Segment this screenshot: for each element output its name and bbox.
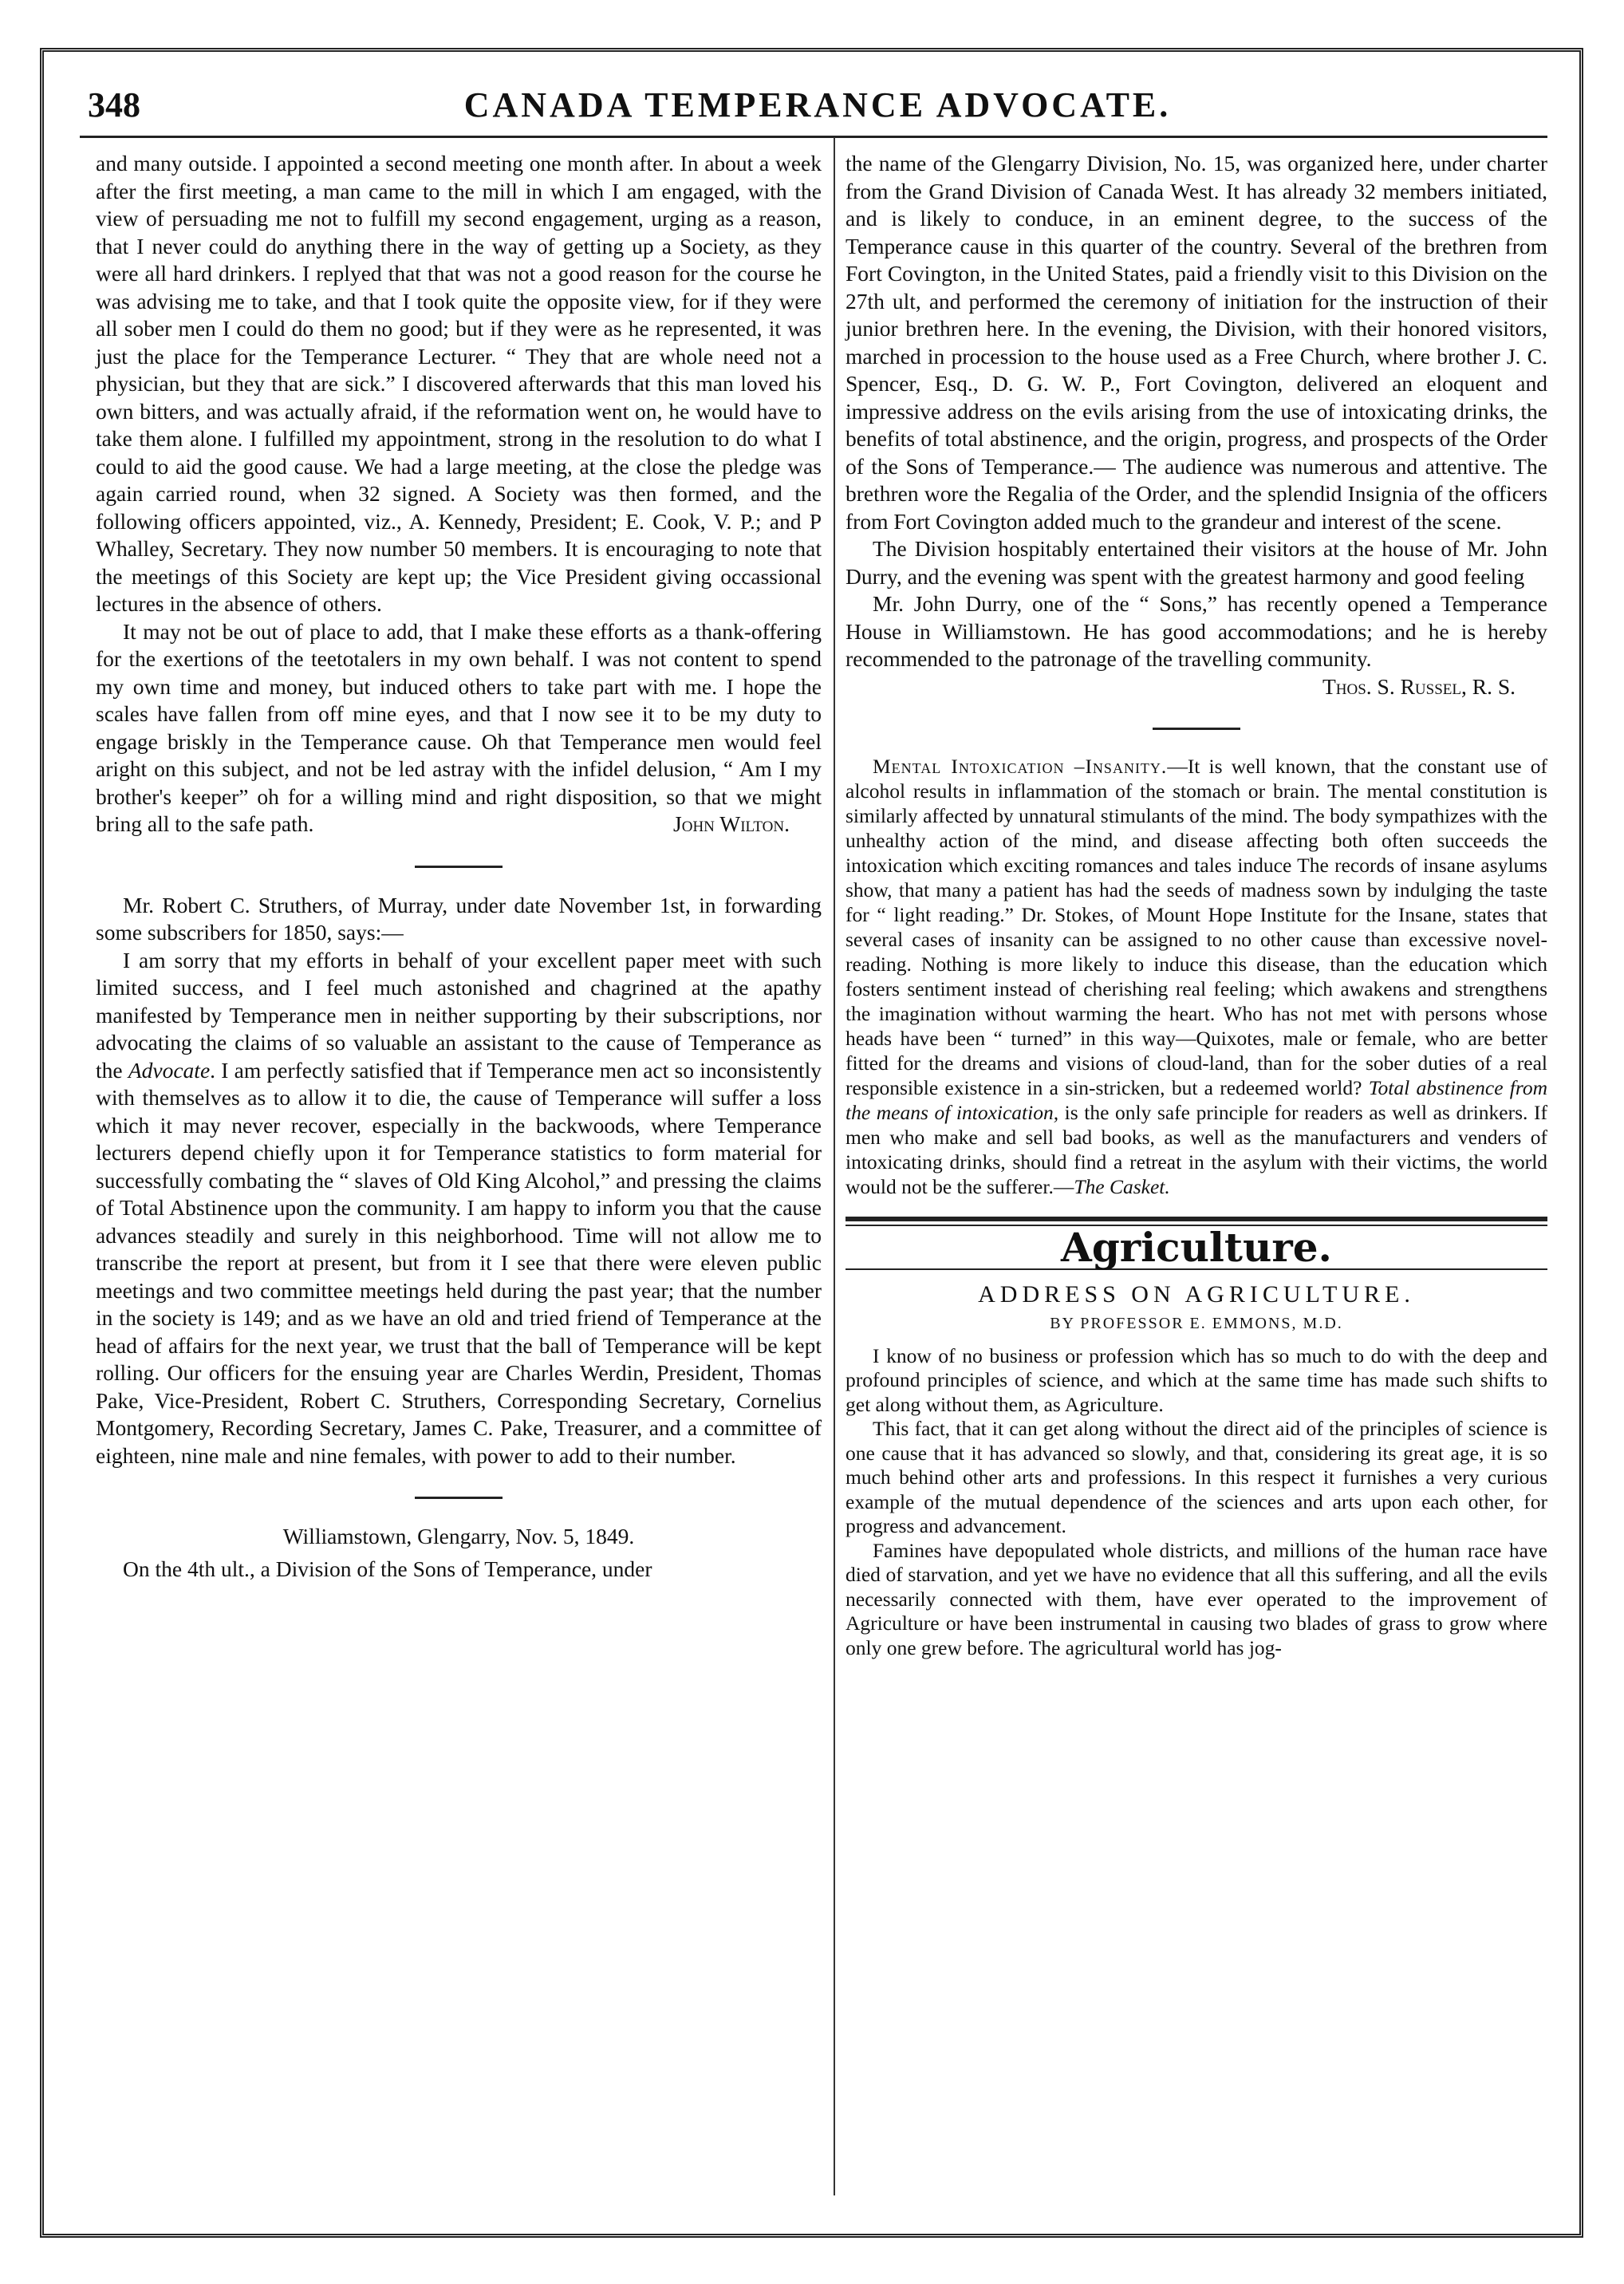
byline: BY PROFESSOR E. EMMONS, M.D. [1050,1315,1343,1332]
section-heading-agriculture: Agriculture. [1061,1224,1332,1271]
mental-text-a: —It is well known, that the constant use of alcohol results in inflammation of the stomach or brain. The mental constitution is similarly affected by unnatural stimulants of the mind. The body sympathizes with the unhealthy action of the mind, and disease affecting both often succeeds the intoxication which exciting romances and tales induce The records of insane asylums show, that many a patient has had the seeds of madness sown by indulging the taste for “ light reading.” Dr. Stokes, of Mount Hope Institute for the Insane, states that several cases of insanity can be assigned to no other cause than excessive novel-reading. Nothing is more likely to induce this disease, than the education which fosters sentiment instead of cherishing real feeling; which awakens and strengthens the imagination without warming the heart. Who has not met with persons whose heads have been “ turned” in this way—Quixotes, male or female, who are better fitted for the dreams and visions of cloud-land, than for the sober duties of a real responsible existence in a sin-stricken, but a redeemed world? [846,755,1547,1099]
article-divider [415,1497,503,1499]
agriculture-paragraph-1: I know of no business or profession which has so much to do with the deep and profound principles of science, and which at the same time has made such shifts to get along without them, as Agriculture. [846,1343,1547,1416]
wilton-letter-closing [96,618,822,838]
dateline: Williamstown, Glengarry, Nov. 5, 1849. [282,1524,635,1548]
address-title: ADDRESS ON AGRICULTURE. [978,1280,1415,1308]
durry-notice: Mr. John Durry, one of the “ Sons,” has recently opened a Temperance House in Williamstown. He has good accommodations; and he is hereby recommended to the patronage of the travelling community. [846,591,1547,671]
running-title: CANADA TEMPERANCE ADVOCATE. [463,85,1172,124]
struthers-letter-text-b: . I am perfectly satisfied that if Temperance men act so inconsistently with themselves as to allow it to die, the cause of Temperance will suffer a loss which it may never recover, especially in the backwoods, where Temperance lecturers depend chiefly upon it for Temperance statistics to form material for successfully combating the “ slaves of Old King Alcohol,” and pressing the claims of Total Abstinence upon the community. I am happy to inform you that the cause advances steadily and surely in this neighborhood. Time will not allow me to transcribe the report at present, but from it I see that there were eleven public meetings and two committee meetings held during the past year; that the number in the society is 149; and as we have an old and tried friend of Temperance at the head of affairs for the next year, we trust that the ball of Temperance will be kept rolling. Our officers for the ensuing year are Charles Werdin, President, Thomas Pake, Vice-President, Robert C. Struthers, Corresponding Secretary, Cornelius Montgomery, Recording Secretary, James C. Pake, Treasurer, and a committee of eighteen, nine male and nine females, with power to add to their number. [96,1057,822,1468]
column-divider [834,137,835,2195]
header-rule [80,136,1547,138]
struthers-letter-text-a: I am sorry that my efforts in behalf of your excellent paper meet with such limited success, and I feel much astonished and chagrined at the apathy manifested by Temperance men in neither supporting by their subscriptions, nor advocating the claims of so valuable an assistant to the cause of Temperance as the [96,947,822,1083]
mental-text-b: is the only safe principle for readers as well as drinkers. If men who make and sell bad books, as well as the manufacturers and venders of intoxicating drinks, should find a retreat in the asylum with their victims, the world would not be the sufferer.— [846,1101,1547,1198]
mental-intoxication-heading: Mental Intoxication –Insanity. [873,755,1168,778]
article-divider [415,866,503,868]
struthers-intro: Mr. Robert C. Struthers, of Murray, under date November 1st, in forwarding some subscribers for 1850, says:— [96,892,822,945]
agriculture-paragraph-3: Famines have depopulated whole districts, and millions of the human race have died of starvation, and yet we have no evidence that all this suffering, and all the evils necessarily connected with them, have ever operated to the improvement of Agriculture or have been instrumental in causing two blades of grass to grow where only one grew before. The agricultural world has jog- [846,1538,1547,1659]
mental-intoxication-article [846,754,1547,1199]
division-report-continued: the name of the Glengarry Division, No. 15, was organized here, under charter from the Grand Division of Canada West. It has already 32 members initiated, and is likely to conduce, in an eminent degree, to the success of the Temperance cause in this quarter of the country. Several of the brethren from Fort Covington, in the United States, paid a friendly visit to this Division on the 27th ult, and performed the ceremony of initiation for the instruction of their junior brethren here. In the evening, the Division, with their honored visitors, marched in procession to the house used as a Free Church, where brother J. C. Spencer, Esq., D. G. W. P., Fort Covington, delivered an eloquent and impressive address on the evils arising from the use of intoxicating drinks, the benefits of total abstinence, and the origin, progress, and prospects of the Order of the Sons of Temperance.— The audience was numerous and attentive. The brethren wore the Regalia of the Order, and the splendid Insignia of the officers from Fort Covington added much to the grandeur and interest of the scene. [846,151,1547,534]
division-report-start: On the 4th ult., a Division of the Sons of Temperance, under [123,1556,652,1581]
mental-source: The Casket. [1074,1175,1170,1198]
wilton-signature: John Wilton. [673,811,790,836]
page-header [88,80,1547,136]
advocate-italic: Advocate [128,1057,211,1083]
russel-signature: Thos. S. Russel, R. S. [1322,673,1516,699]
left-column [96,150,822,1583]
page-number: 348 [88,85,140,124]
wilton-closing-text: It may not be out of place to add, that I make these efforts as a thank-offering for the exertions of the teetotalers in my own behalf. I was not content to spend my own time and money, but induced others to take part with me. I hope the scales have fallen from off mine eyes, and that I now see it to be my duty to engage briskly in the Temperance cause. Oh that Temperance men would feel aright on this subject, and not be led astray with the infidel delusion, “ Am I my brother's keeper” oh for a willing mind and right disposition, so that we might bring all to the safe path. [96,618,822,836]
division-entertainment: The Division hospitably entertained their visitors at the house of Mr. John Durry, and the evening was spent with the greatest harmony and good feeling [846,536,1547,589]
article-divider [1153,728,1240,730]
right-column [846,150,1547,1660]
agriculture-paragraph-2: This fact, that it can get along without the direct aid of the principles of science is one cause that it has advanced so slowly, and that, considering its great age, it is so much behind other arts and professions. In this respect it furnishes a very curious example of the mutual dependence of the sciences and arts upon each other, for progress and advancement. [846,1417,1547,1537]
wilton-letter-paragraph: and many outside. I appointed a second meeting one month after. In about a week after the first meeting, a man came to the mill in which I am engaged, with the view of persuading me not to fulfill my second engagement, urging as a reason, that I never could do anything there in the way of getting up a Society, as they were all hard drinkers. I replyed that that was not a good reason for the course he was advising me to take, and that I took quite the opposite view, for if they were all sober men I could do them no good; but if they were as he represented, it was just the place for the Temperance Lecturer. “ They that are whole need not a physician, but they that are sick.” I discovered afterwards that this man loved his own bitters, and was actually afraid, if the reformation went on, he would have to take them alone. I fulfilled my appointment, strong in the resolution to do what I could to aid the good cause. We had a large meeting, at the close the pledge was again carried round, when 32 signed. A Society was then formed, and the following officers appointed, viz., A. Kennedy, President; E. Cook, V. P.; and P Whalley, Secretary. They now number 50 members. It is encouraging to note that the meetings of this Society are kept up; the Vice President giving occassional lectures in the absence of others. [96,151,822,616]
struthers-letter [96,947,822,1470]
mental-italic: Total abstinence from the means of intoxication, [846,1076,1547,1124]
